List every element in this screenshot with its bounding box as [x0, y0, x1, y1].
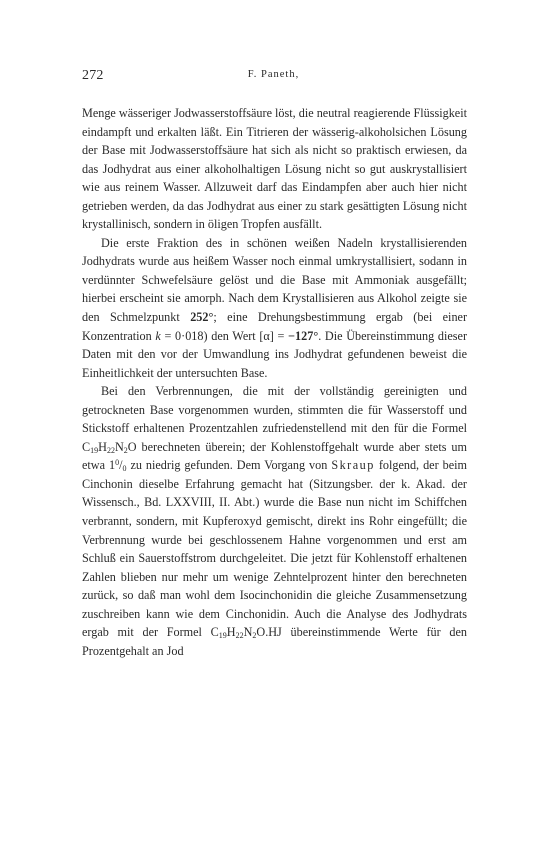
formula2-hydrogen: H [226, 625, 236, 640]
percent-sup: 0 [115, 458, 120, 468]
paragraph-2-text-c: . Die Übereinstimmung dieser Daten mit den vor der Umwandlung ins Jodhydrat gefundenen beweist die Einheitlichkeit der untersuchten Base. [82, 328, 467, 380]
paragraph-3-text-c: zu niedrig gefunden. Dem Vorgang von [126, 458, 332, 473]
percent-sign [115, 458, 126, 472]
chemical-formula-hydroiodide [211, 625, 282, 639]
page-number: 272 [82, 68, 104, 83]
running-head: F. Paneth, [247, 69, 300, 80]
formula-hydrogen-count: 22 [106, 445, 115, 455]
paragraph-3-text-b: berechneten überein; der Kohlenstoffgehalt wurde aber stets um etwa 1 [82, 439, 467, 473]
concentration-value: = 0·018) den Wert [α] = [160, 328, 289, 343]
paragraph-3 [82, 382, 467, 660]
formula-nitrogen: N [114, 439, 124, 454]
rotation-value: −127° [288, 328, 319, 343]
formula2-rest: O.HJ [256, 625, 282, 640]
formula-carbon-count: 19 [90, 445, 99, 455]
concentration-symbol: k [155, 328, 161, 343]
percent-slash: / [119, 458, 123, 473]
paragraph-3-text-e: übereinstimmende Werte für den Prozentgehalt an Jod [82, 625, 467, 658]
paragraph-2-text-a: Die erste Fraktion des in schönen weißen Nadeln krystallisierenden Jodhydrats wurde aus heißem Wasser noch einmal umkrystallisiert, sodann in verdünnter Schwefelsäure gelöst und die Base mit Ammoniak ausgefällt; hierbei erscheint sie amorph. Nach dem Krystallisieren aus Alkohol zeigte sie den Schmelzpunkt [82, 235, 467, 325]
paragraph-3-text-a: Bei den Verbrennungen, die mit der vollständig gereinigten und getrockneten Base vorgenommen wurden, stimmten die für Wasserstoff und Stickstoff erhaltenen Prozentzahlen zufriedenstellend mit den für die Formel [82, 384, 467, 436]
chemical-formula [82, 440, 137, 454]
melting-point-value: 252° [190, 310, 214, 325]
paragraph-2 [82, 234, 467, 382]
formula2-nitrogen-count: 2 [252, 631, 257, 641]
formula-hydrogen: H [98, 439, 107, 454]
paragraph-3-text-d: folgend, der beim Cinchonin dieselbe Erfahrung gemacht hat (Sitzungsber. der k. Akad. der Wissensch., Bd. LXXVIII, II. Abt.) wurde die Base nun nicht im Schiffchen verbrannt, sondern, mit Kupferoxyd gemischt, direkt ins Rohr eingefüllt; die Verbrennung wurde bei geschlossenem Hahne vorgenommen und erst am Schluß ein Sauerstoffstrom durchgeleitet. Die jetzt für Kohlenstoff erhaltenen Zahlen blieben nur mehr um wenige Zehntelprozent hinter den berechneten zurück, so daß man wohl dem Isocinchonidin die gleiche Zusammensetzung zuschreiben kann wie dem Cinchonidin. Auch die Analyse des Jodhydrats ergab mit der Formel [82, 458, 467, 640]
formula-nitrogen-count: 2 [123, 445, 128, 455]
formula2-nitrogen: N [243, 625, 253, 640]
formula2-carbon: C [210, 625, 219, 640]
formula-carbon: C [82, 439, 91, 454]
paragraph-1: Menge wässeriger Jodwasserstoffsäure löst, die neutral reagierende Flüssigkeit eindampft und erkalten läßt. Ein Titrieren der wässerig-alkoholsichen Lösung der Base mit Jodwasserstoffsäure hat sich als nicht so praktisch erwiesen, da das Jodhydrat aus einer alkoholhaltigen Lösung nicht so gut auskrystallisiert wie aus reinem Wasser. Allzuweit darf das Eindampfen aber auch hier nicht getrieben werden, da das Jodhydrat aus einer zu stark gesättigten Lösung nicht krystallinisch, sondern in öligen Tropfen ausfällt. [82, 106, 467, 232]
formula2-hydrogen-count: 22 [235, 631, 244, 641]
formula-oxygen: O [127, 439, 137, 454]
paragraph-2-text-b: ; eine Drehungsbestimmung ergab (bei einer Konzentration [82, 310, 468, 343]
formula2-carbon-count: 19 [218, 631, 227, 641]
author-name: Skraup [331, 458, 375, 473]
percent-sub: 0 [122, 464, 127, 474]
body-text [82, 104, 467, 660]
